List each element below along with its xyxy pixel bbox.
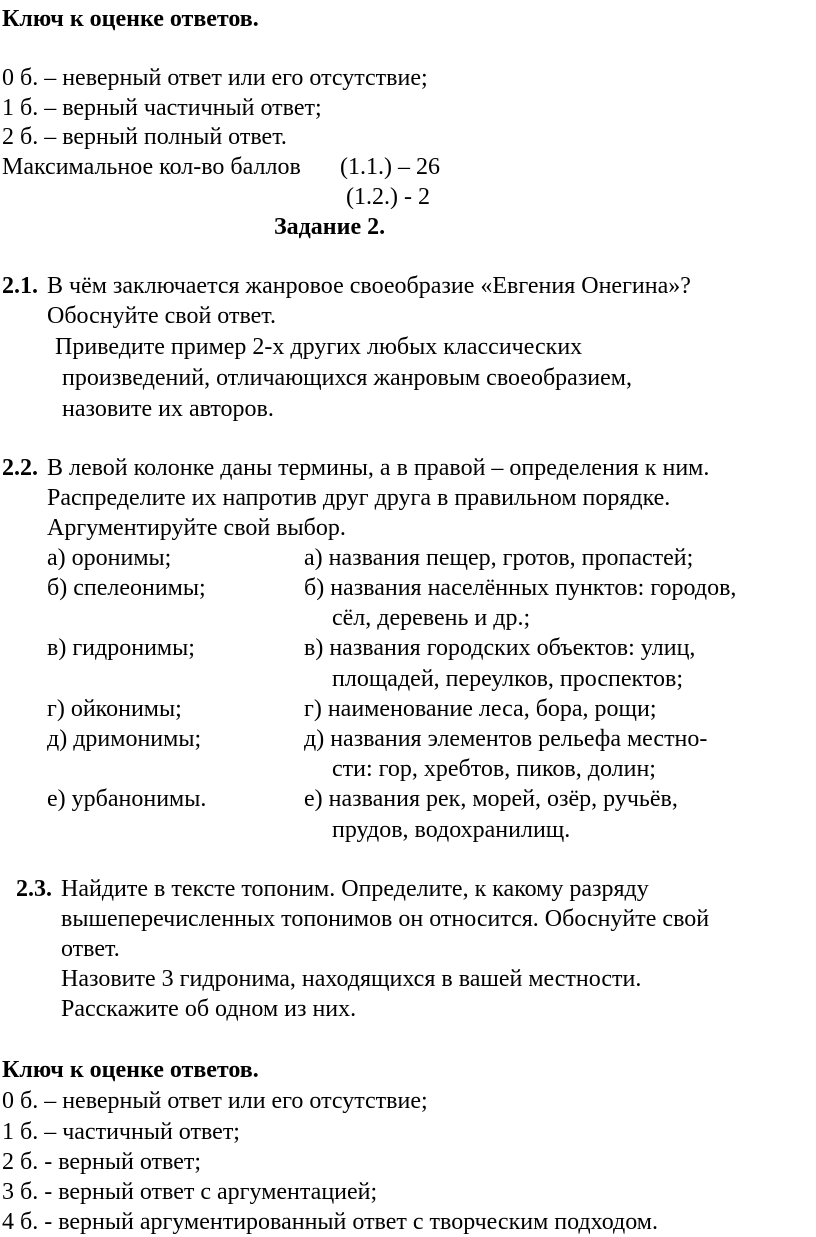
definition-b-cont: сёл, деревень и др.; — [332, 605, 531, 631]
q1-number: 2.1. — [2, 273, 38, 299]
key1-title: Ключ к оценке ответов. — [2, 6, 259, 32]
q1-line-0: В чём заключается жанровое своеобразие «Евгения Онегина»? — [47, 273, 691, 299]
definition-v-cont: площадей, переулков, проспектов; — [332, 666, 684, 692]
q2-number: 2.2. — [2, 455, 38, 481]
q3-line-3: Назовите 3 гидронима, находящихся в вашей местности. — [61, 966, 642, 992]
q3-line-2: ответ. — [61, 936, 120, 962]
q3-line-1: вышеперечисленных топонимов он относится. Обоснуйте свой — [61, 906, 710, 932]
q2-line-1: Распределите их напротив друг друга в правильном порядке. — [47, 485, 671, 511]
q1-line-3: произведений, отличающихся жанровым своеобразием, — [62, 365, 632, 391]
key2-line-0: 0 б. – неверный ответ или его отсутствие; — [2, 1088, 428, 1114]
q1-line-2: Приведите пример 2-х других любых классических — [55, 334, 583, 360]
term-d: д) дримонимы; — [47, 726, 202, 752]
definition-e-cont: прудов, водохранилищ. — [332, 817, 571, 843]
term-v: в) гидронимы; — [47, 635, 195, 661]
q1-line-4: назовите их авторов. — [62, 396, 274, 422]
definition-g: г) наименование леса, бора, рощи; — [304, 696, 657, 722]
q1-line-1: Обоснуйте свой ответ. — [47, 303, 276, 329]
q3-line-4: Расскажите об одном из них. — [61, 996, 357, 1022]
key1-line-1: 1 б. – верный частичный ответ; — [2, 95, 322, 121]
term-b: б) спелеонимы; — [47, 575, 206, 601]
key1-line-0: 0 б. – неверный ответ или его отсутствие; — [2, 65, 428, 91]
key1-max-label: Максимальное кол-во баллов — [2, 154, 301, 180]
q2-line-0: В левой колонке даны термины, а в правой – определения к ним. — [47, 455, 710, 481]
definition-b: б) названия населённых пунктов: городов, — [304, 575, 737, 601]
key1-max-1: (1.1.) – 26 — [340, 154, 440, 180]
definition-a: а) названия пещер, гротов, пропастей; — [304, 545, 694, 571]
definition-d-cont: сти: гор, хребтов, пиков, долин; — [332, 756, 656, 782]
key2-line-4: 4 б. - верный аргументированный ответ с творческим подходом. — [2, 1209, 658, 1235]
term-g: г) ойконимы; — [47, 696, 182, 722]
term-e: е) урбанонимы. — [47, 786, 207, 812]
q3-number: 2.3. — [16, 876, 52, 902]
key2-line-3: 3 б. - верный ответ с аргументацией; — [2, 1179, 378, 1205]
key2-line-2: 2 б. - верный ответ; — [2, 1149, 202, 1175]
q3-line-0: Найдите в тексте топоним. Определите, к какому разряду — [61, 876, 649, 902]
q2-line-2: Аргументируйте свой выбор. — [47, 515, 346, 541]
definition-e: е) названия рек, морей, озёр, ручьёв, — [304, 786, 678, 812]
key2-title: Ключ к оценке ответов. — [2, 1057, 259, 1083]
task2-title: Задание 2. — [274, 214, 386, 240]
definition-v: в) названия городских объектов: улиц, — [304, 635, 696, 661]
definition-d: д) названия элементов рельефа местно- — [304, 726, 708, 752]
term-a: а) оронимы; — [47, 545, 172, 571]
key1-line-2: 2 б. – верный полный ответ. — [2, 124, 287, 150]
key1-max-2: (1.2.) - 2 — [346, 184, 430, 210]
key2-line-1: 1 б. – частичный ответ; — [2, 1119, 240, 1145]
